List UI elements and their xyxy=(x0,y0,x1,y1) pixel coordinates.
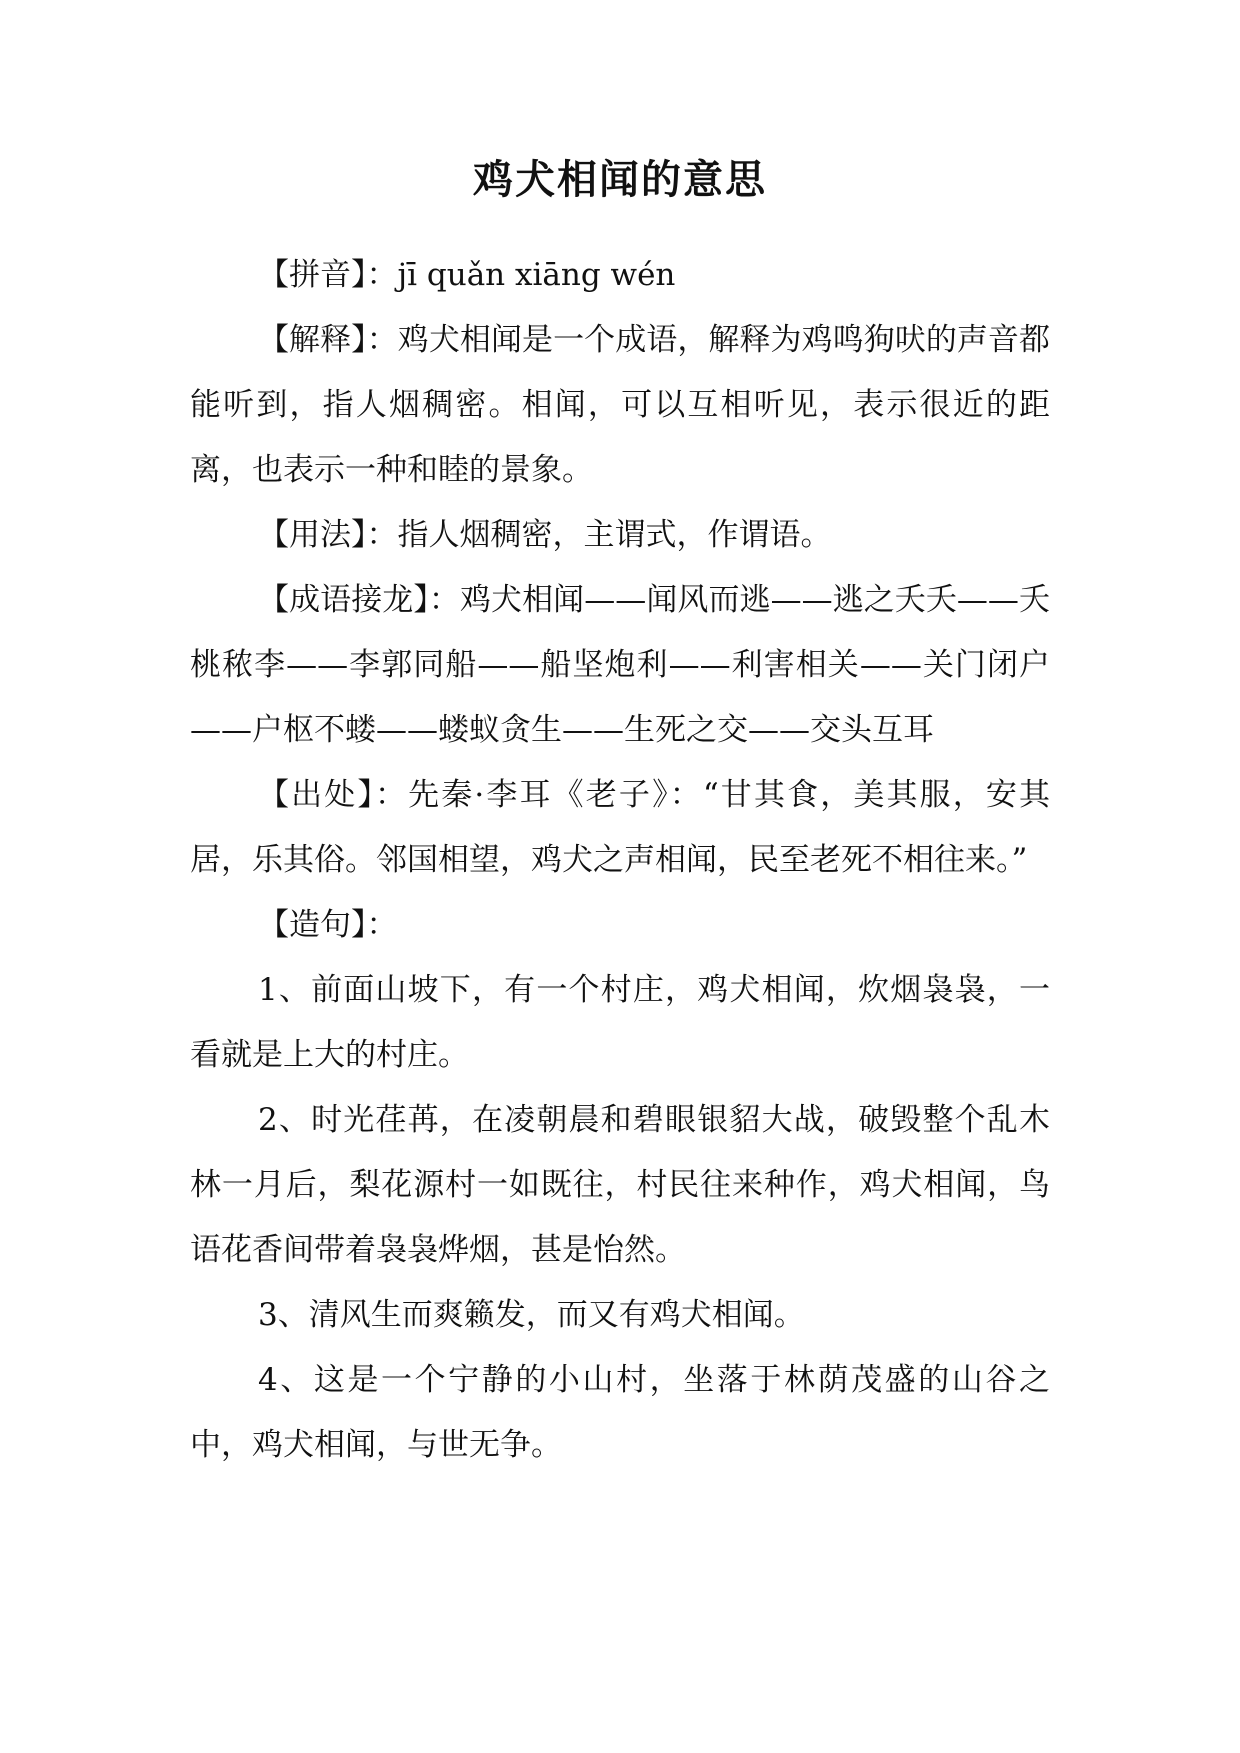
document-body xyxy=(190,243,1050,1478)
example-sentence: 3、清风生而爽籁发，而又有鸡犬相闻。 xyxy=(258,1297,805,1333)
example-sentence: 1、前面山坡下，有一个村庄，鸡犬相闻，炊烟袅袅，一看就是上大的村庄。 xyxy=(190,972,1050,1073)
source-paragraph: 【出处】：先秦·李耳《老子》：“甘其食，美其服，安其居，乐其俗。邻国相望，鸡犬之声相闻，民至老死不相往来。” xyxy=(190,777,1050,878)
usage-paragraph: 【用法】：指人烟稠密，主谓式，作谓语。 xyxy=(258,517,832,553)
page-title: 鸡犬相闻的意思 xyxy=(473,157,767,203)
example-sentence: 4、这是一个宁静的小山村，坐落于林荫茂盛的山谷之中，鸡犬相闻，与世无争。 xyxy=(190,1362,1050,1463)
explanation-paragraph: 【解释】：鸡犬相闻是一个成语，解释为鸡鸣狗吠的声音都能听到，指人烟稠密。相闻，可以互相听见，表示很近的距离，也表示一种和睦的景象。 xyxy=(190,322,1050,488)
example-sentence: 2、时光荏苒，在凌朝晨和碧眼银貂大战，破毁整个乱木林一月后，梨花源村一如既往，村民往来种作，鸡犬相闻，鸟语花香间带着袅袅烨烟，甚是怡然。 xyxy=(190,1102,1050,1268)
pinyin-paragraph: 【拼音】：jī quǎn xiāng wén xyxy=(258,257,676,293)
example-heading: 【造句】： xyxy=(258,907,398,943)
idiom-chain-paragraph: 【成语接龙】：鸡犬相闻——闻风而逃——逃之夭夭——夭桃秾李——李郭同船——船坚炮利——利害相关——关门闭户——户枢不蝼——蝼蚁贪生——生死之交——交头互耳 xyxy=(190,582,1050,748)
